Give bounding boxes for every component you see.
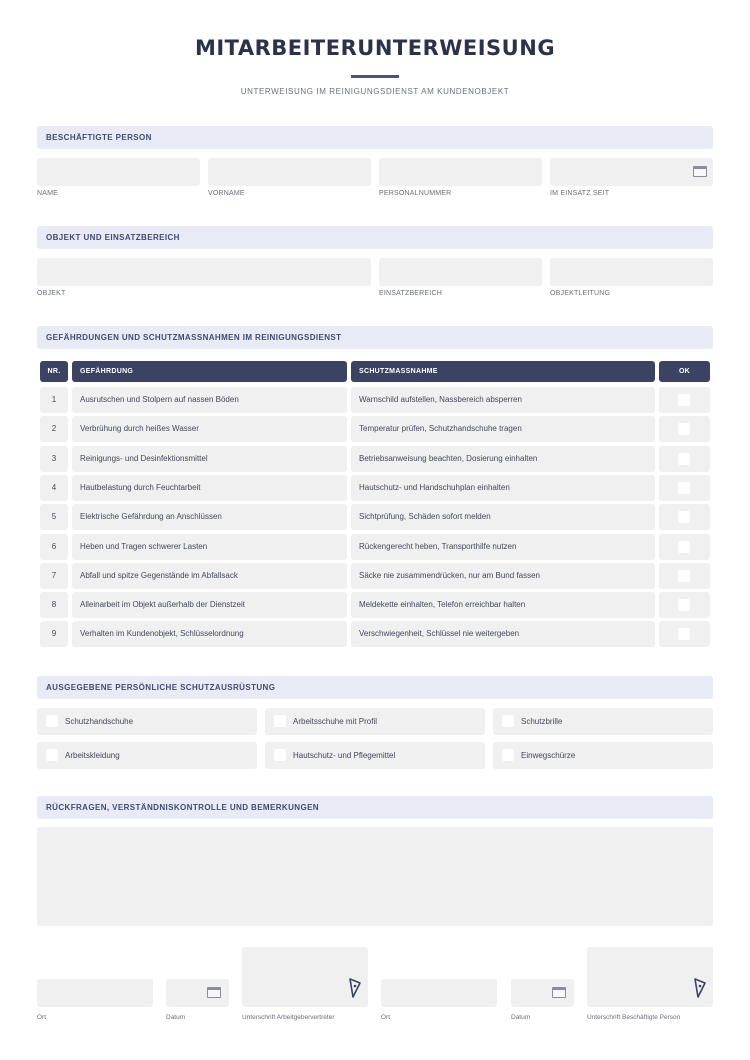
datum-label-employee: Datum xyxy=(511,1014,531,1021)
psa-checkbox[interactable] xyxy=(46,749,58,761)
hazard-gefaehrdung-cell: Elektrische Gefährdung an Anschlüssen xyxy=(72,504,347,530)
section-heading-person: BESCHÄFTIGTE PERSON xyxy=(37,126,713,149)
psa-item[interactable] xyxy=(493,708,713,735)
ok-checkbox[interactable] xyxy=(678,570,690,582)
ok-checkbox[interactable] xyxy=(678,394,690,406)
hazard-schutzmassnahme-cell: Meldekette einhalten, Telefon erreichbar halten xyxy=(351,592,655,618)
psa-checkbox[interactable] xyxy=(502,715,514,727)
hazard-gefaehrdung-cell: Heben und Tragen schwerer Lasten xyxy=(72,534,347,560)
ok-checkbox[interactable] xyxy=(678,599,690,611)
hazard-ok-cell xyxy=(659,475,710,501)
ok-checkbox[interactable] xyxy=(678,482,690,494)
hazard-ok-cell xyxy=(659,621,710,647)
column-header-schutzmassnahme: SCHUTZMASSNAHME xyxy=(351,361,655,382)
signature-field-employee[interactable] xyxy=(587,947,713,1007)
personalnummer-field[interactable] xyxy=(379,158,542,186)
hazard-schutzmassnahme-cell: Warnschild aufstellen, Nassbereich absperren xyxy=(351,387,655,413)
hazard-nr-cell: 1 xyxy=(40,387,68,413)
hazard-ok-cell xyxy=(659,504,710,530)
einsatzbereich-label: EINSATZBEREICH xyxy=(379,290,442,297)
calendar-icon[interactable] xyxy=(207,987,221,998)
hazard-gefaehrdung-cell: Reinigungs- und Desinfektionsmittel xyxy=(72,446,347,472)
psa-item[interactable] xyxy=(37,708,257,735)
hazard-schutzmassnahme-cell: Betriebsanweisung beachten, Dosierung einhalten xyxy=(351,446,655,472)
objektleitung-label: OBJEKTLEITUNG xyxy=(550,290,611,297)
hazard-nr-cell: 8 xyxy=(40,592,68,618)
ok-checkbox[interactable] xyxy=(678,423,690,435)
column-header-ok: OK xyxy=(659,361,710,382)
remarks-textarea[interactable] xyxy=(37,827,713,926)
hazard-schutzmassnahme-cell: Rückengerecht heben, Transporthilfe nutzen xyxy=(351,534,655,560)
hazard-nr-cell: 5 xyxy=(40,504,68,530)
section-heading-hazards: GEFÄHRDUNGEN UND SCHUTZMASSNAHMEN IM REINIGUNGSDIENST xyxy=(37,326,713,349)
hazard-ok-cell xyxy=(659,416,710,442)
calendar-icon[interactable] xyxy=(552,987,566,998)
column-header-gefaehrdung: GEFÄHRDUNG xyxy=(72,361,347,382)
psa-item[interactable] xyxy=(265,708,485,735)
hazard-gefaehrdung-cell: Abfall und spitze Gegenstände im Abfallsack xyxy=(72,563,347,589)
psa-item-label: Schutzhandschuhe xyxy=(65,717,134,726)
psa-item[interactable] xyxy=(37,742,257,769)
psa-item-label: Arbeitskleidung xyxy=(65,751,120,760)
hazard-schutzmassnahme-cell: Verschwiegenheit, Schlüssel nie weitergeben xyxy=(351,621,655,647)
hazard-nr-cell: 2 xyxy=(40,416,68,442)
hazard-ok-cell xyxy=(659,563,710,589)
signature-field-employer[interactable] xyxy=(242,947,368,1007)
psa-checkbox[interactable] xyxy=(274,715,286,727)
vorname-field[interactable] xyxy=(208,158,371,186)
name-label: NAME xyxy=(37,190,59,197)
ort-label-employee: Ort xyxy=(381,1014,391,1021)
vorname-label: VORNAME xyxy=(208,190,245,197)
ort-field-employer[interactable] xyxy=(37,979,153,1007)
section-heading-psa: AUSGEGEBENE PERSÖNLICHE SCHUTZAUSRÜSTUNG xyxy=(37,676,713,699)
ok-checkbox[interactable] xyxy=(678,511,690,523)
ort-label-employer: Ort xyxy=(37,1014,47,1021)
page-title: MITARBEITERUNTERWEISUNG xyxy=(194,36,556,60)
ok-checkbox[interactable] xyxy=(678,453,690,465)
column-header-nr: NR. xyxy=(40,361,68,382)
hazard-gefaehrdung-cell: Hautbelastung durch Feuchtarbeit xyxy=(72,475,347,501)
signature-label-employer: Unterschrift Arbeitgebervertreter xyxy=(242,1014,335,1021)
hazard-gefaehrdung-cell: Ausrutschen und Stolpern auf nassen Böden xyxy=(72,387,347,413)
psa-item[interactable] xyxy=(265,742,485,769)
signature-label-employee: Unterschrift Beschäftigte Person xyxy=(587,1014,681,1021)
einsatz-seit-field[interactable] xyxy=(550,158,713,186)
psa-checkbox[interactable] xyxy=(46,715,58,727)
title-divider xyxy=(351,75,399,78)
hazard-nr-cell: 7 xyxy=(40,563,68,589)
pen-icon xyxy=(348,977,362,999)
section-heading-remarks: RÜCKFRAGEN, VERSTÄNDNISKONTROLLE UND BEMERKUNGEN xyxy=(37,796,713,819)
hazard-gefaehrdung-cell: Alleinarbeit im Objekt außerhalb der Dienstzeit xyxy=(72,592,347,618)
personalnummer-label: PERSONALNUMMER xyxy=(379,190,452,197)
einsatz-seit-label: IM EINSATZ SEIT xyxy=(550,190,610,197)
pen-icon xyxy=(693,977,707,999)
hazard-schutzmassnahme-cell: Säcke nie zusammendrücken, nur am Bund fassen xyxy=(351,563,655,589)
objekt-label: OBJEKT xyxy=(37,290,66,297)
hazard-nr-cell: 6 xyxy=(40,534,68,560)
psa-checkbox[interactable] xyxy=(502,749,514,761)
hazard-ok-cell xyxy=(659,387,710,413)
page-subtitle: UNTERWEISUNG IM REINIGUNGSDIENST AM KUNDENOBJEKT xyxy=(240,87,510,96)
hazard-ok-cell xyxy=(659,534,710,560)
section-heading-objekt: OBJEKT UND EINSATZBEREICH xyxy=(37,226,713,249)
calendar-icon[interactable] xyxy=(693,166,707,177)
hazard-ok-cell xyxy=(659,446,710,472)
datum-label-employer: Datum xyxy=(166,1014,186,1021)
hazard-gefaehrdung-cell: Verhalten im Kundenobjekt, Schlüsselordnung xyxy=(72,621,347,647)
einsatzbereich-field[interactable] xyxy=(379,258,542,286)
psa-checkbox[interactable] xyxy=(274,749,286,761)
psa-item-label: Hautschutz- und Pflegemittel xyxy=(293,751,396,760)
datum-field-employee[interactable] xyxy=(511,979,574,1007)
hazard-nr-cell: 9 xyxy=(40,621,68,647)
psa-item[interactable] xyxy=(493,742,713,769)
ort-field-employee[interactable] xyxy=(381,979,497,1007)
ok-checkbox[interactable] xyxy=(678,628,690,640)
ok-checkbox[interactable] xyxy=(678,541,690,553)
hazard-gefaehrdung-cell: Verbrühung durch heißes Wasser xyxy=(72,416,347,442)
datum-field-employer[interactable] xyxy=(166,979,229,1007)
hazard-schutzmassnahme-cell: Sichtprüfung, Schäden sofort melden xyxy=(351,504,655,530)
objekt-field[interactable] xyxy=(37,258,371,286)
hazard-nr-cell: 4 xyxy=(40,475,68,501)
objektleitung-field[interactable] xyxy=(550,258,713,286)
psa-item-label: Einwegschürze xyxy=(521,751,576,760)
hazard-ok-cell xyxy=(659,592,710,618)
psa-item-label: Arbeitsschuhe mit Profil xyxy=(293,717,378,726)
hazard-schutzmassnahme-cell: Hautschutz- und Handschuhplan einhalten xyxy=(351,475,655,501)
psa-item-label: Schutzbrille xyxy=(521,717,563,726)
hazard-nr-cell: 3 xyxy=(40,446,68,472)
name-field[interactable] xyxy=(37,158,200,186)
hazard-schutzmassnahme-cell: Temperatur prüfen, Schutzhandschuhe tragen xyxy=(351,416,655,442)
